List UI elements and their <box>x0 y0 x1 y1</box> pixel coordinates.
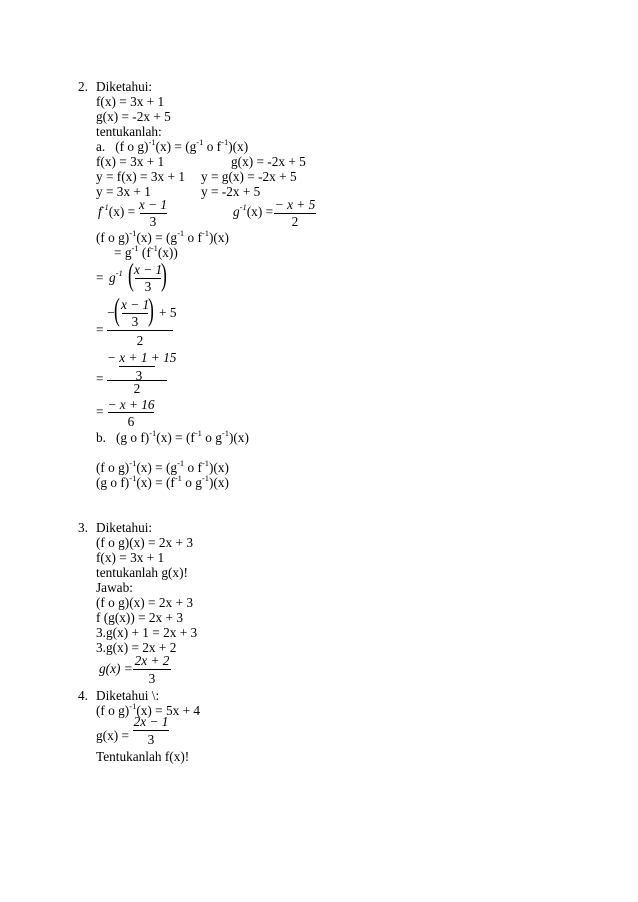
step-2-left-paren: ( <box>114 291 120 327</box>
row1-left: f(x) = 3x + 1 <box>96 154 165 169</box>
problem-4-g-bar <box>133 730 169 731</box>
step-3-denominator: 2 <box>133 381 141 396</box>
problem-3-result-denominator: 3 <box>148 671 156 686</box>
problem-2-f-def: f(x) = 3x + 1 <box>96 94 165 109</box>
step-2-fraction-bar <box>107 330 173 331</box>
problem-3-result-lhs: g(x) = <box>99 661 133 676</box>
step-2-right-paren: ) <box>148 291 154 327</box>
f-inverse-numerator: x − 1 <box>138 197 168 212</box>
step-2-inner-numerator: x − 1 <box>121 297 150 312</box>
f-inverse-denominator: 3 <box>149 214 157 229</box>
step-1-g-inverse: $g^{-1}$ <box>109 267 123 285</box>
problem-3-given: (f o g)(x) = 2x + 3 <box>96 535 193 550</box>
problem-3-result-numerator: 2x + 2 <box>134 653 170 668</box>
g-inverse-denominator: 2 <box>291 214 299 229</box>
problem-3-step-1: (f o g)(x) = 2x + 3 <box>96 595 193 610</box>
step-1-denominator: 3 <box>144 279 152 294</box>
step-2-denominator: 2 <box>136 333 144 348</box>
row1-right: g(x) = -2x + 5 <box>231 154 306 169</box>
step-3-middle: 3 <box>135 368 143 383</box>
step-3-equals: = <box>96 371 104 386</box>
step-1-numerator: x − 1 <box>134 262 163 277</box>
problem-2-number: 2. <box>78 79 88 94</box>
g-inverse-lhs: $g^{-1}(x)$ = <box>233 201 274 219</box>
step-2-minus: − <box>107 305 115 320</box>
step-4-fraction-bar <box>108 412 154 413</box>
step-4-equals: = <box>96 404 104 419</box>
problem-3-result-bar <box>133 669 171 670</box>
part-a-statement: a. (f o $g)^{-1}(x) = (g^{-1}$ o $f^{-1})(x)$ <box>96 136 249 154</box>
problem-2-heading: Diketahui: <box>96 79 153 94</box>
step-2-plus-five: + 5 <box>159 305 177 320</box>
problem-2-task: tentukanlah: <box>96 124 162 139</box>
problem-4-task: Tentukanlah f(x)! <box>96 749 190 764</box>
part-b-statement: b. (g o $f)^{-1}(x) = (f^{-1}$ o $g^{-1})(x)$ <box>96 427 249 445</box>
step-4-denominator: 6 <box>127 414 135 429</box>
problem-4-g-numerator: 2x − 1 <box>133 714 169 729</box>
step-3-numerator: − x + 1 + 15 <box>107 350 177 365</box>
step-2-equals: = <box>96 322 104 337</box>
step-1-right-paren: ) <box>161 256 167 292</box>
problem-3-heading: Diketahui: <box>96 520 153 535</box>
problem-3-task: tentukanlah g(x)! <box>96 565 188 580</box>
problem-4-given: (f o g)$^{-1}$(x) = 5x + 4 <box>96 700 201 718</box>
problem-3-answer-label: Jawab: <box>96 580 133 595</box>
step-2-inner-denominator: 3 <box>131 314 139 329</box>
row2-right: y = g(x) = -2x + 5 <box>201 169 297 184</box>
composition-line-1: (f o $g)^{-1}(x) = (g^{-1}$ o $f^{-1})(x)$ <box>96 227 229 245</box>
problem-4-g-denominator: 3 <box>147 732 155 747</box>
problem-2-g-def: g(x) = -2x + 5 <box>96 109 171 124</box>
g-inverse-numerator: − x + 5 <box>274 197 316 212</box>
row3-left: y = 3x + 1 <box>96 184 151 199</box>
problem-3-step-3: 3.g(x) + 1 = 2x + 3 <box>96 625 198 640</box>
summary-line-1: (f o $g)^{-1}(x) = (g^{-1}$ o $f^{-1})(x)$ <box>96 457 229 475</box>
f-inverse-lhs: $f^{-1}(x)$ = <box>98 201 136 219</box>
problem-4-g-lhs: g(x) = <box>96 728 129 743</box>
summary-line-2: (g o $f)^{-1}(x) = (f^{-1}$ o $g^{-1})(x)$ <box>96 472 229 490</box>
problem-3-number: 3. <box>78 520 88 535</box>
composition-line-2: = $g^{-1}$ $(f^{-1}(x))$ <box>114 242 178 260</box>
problem-4-heading: Diketahui \: <box>96 688 160 703</box>
row2-left: y = f(x) = 3x + 1 <box>96 169 185 184</box>
problem-3-step-2: f (g(x)) = 2x + 3 <box>96 610 184 625</box>
step-1-equals: = <box>96 270 104 285</box>
step-3-inner-bar <box>119 366 155 367</box>
problem-4-number: 4. <box>78 688 88 703</box>
problem-3-step-4: 3.g(x) = 2x + 2 <box>96 640 177 655</box>
problem-3-f-def: f(x) = 3x + 1 <box>96 550 165 565</box>
step-1-left-paren: ( <box>128 256 134 292</box>
step-4-numerator: − x + 16 <box>107 397 155 412</box>
row3-right: y = -2x + 5 <box>201 184 261 199</box>
